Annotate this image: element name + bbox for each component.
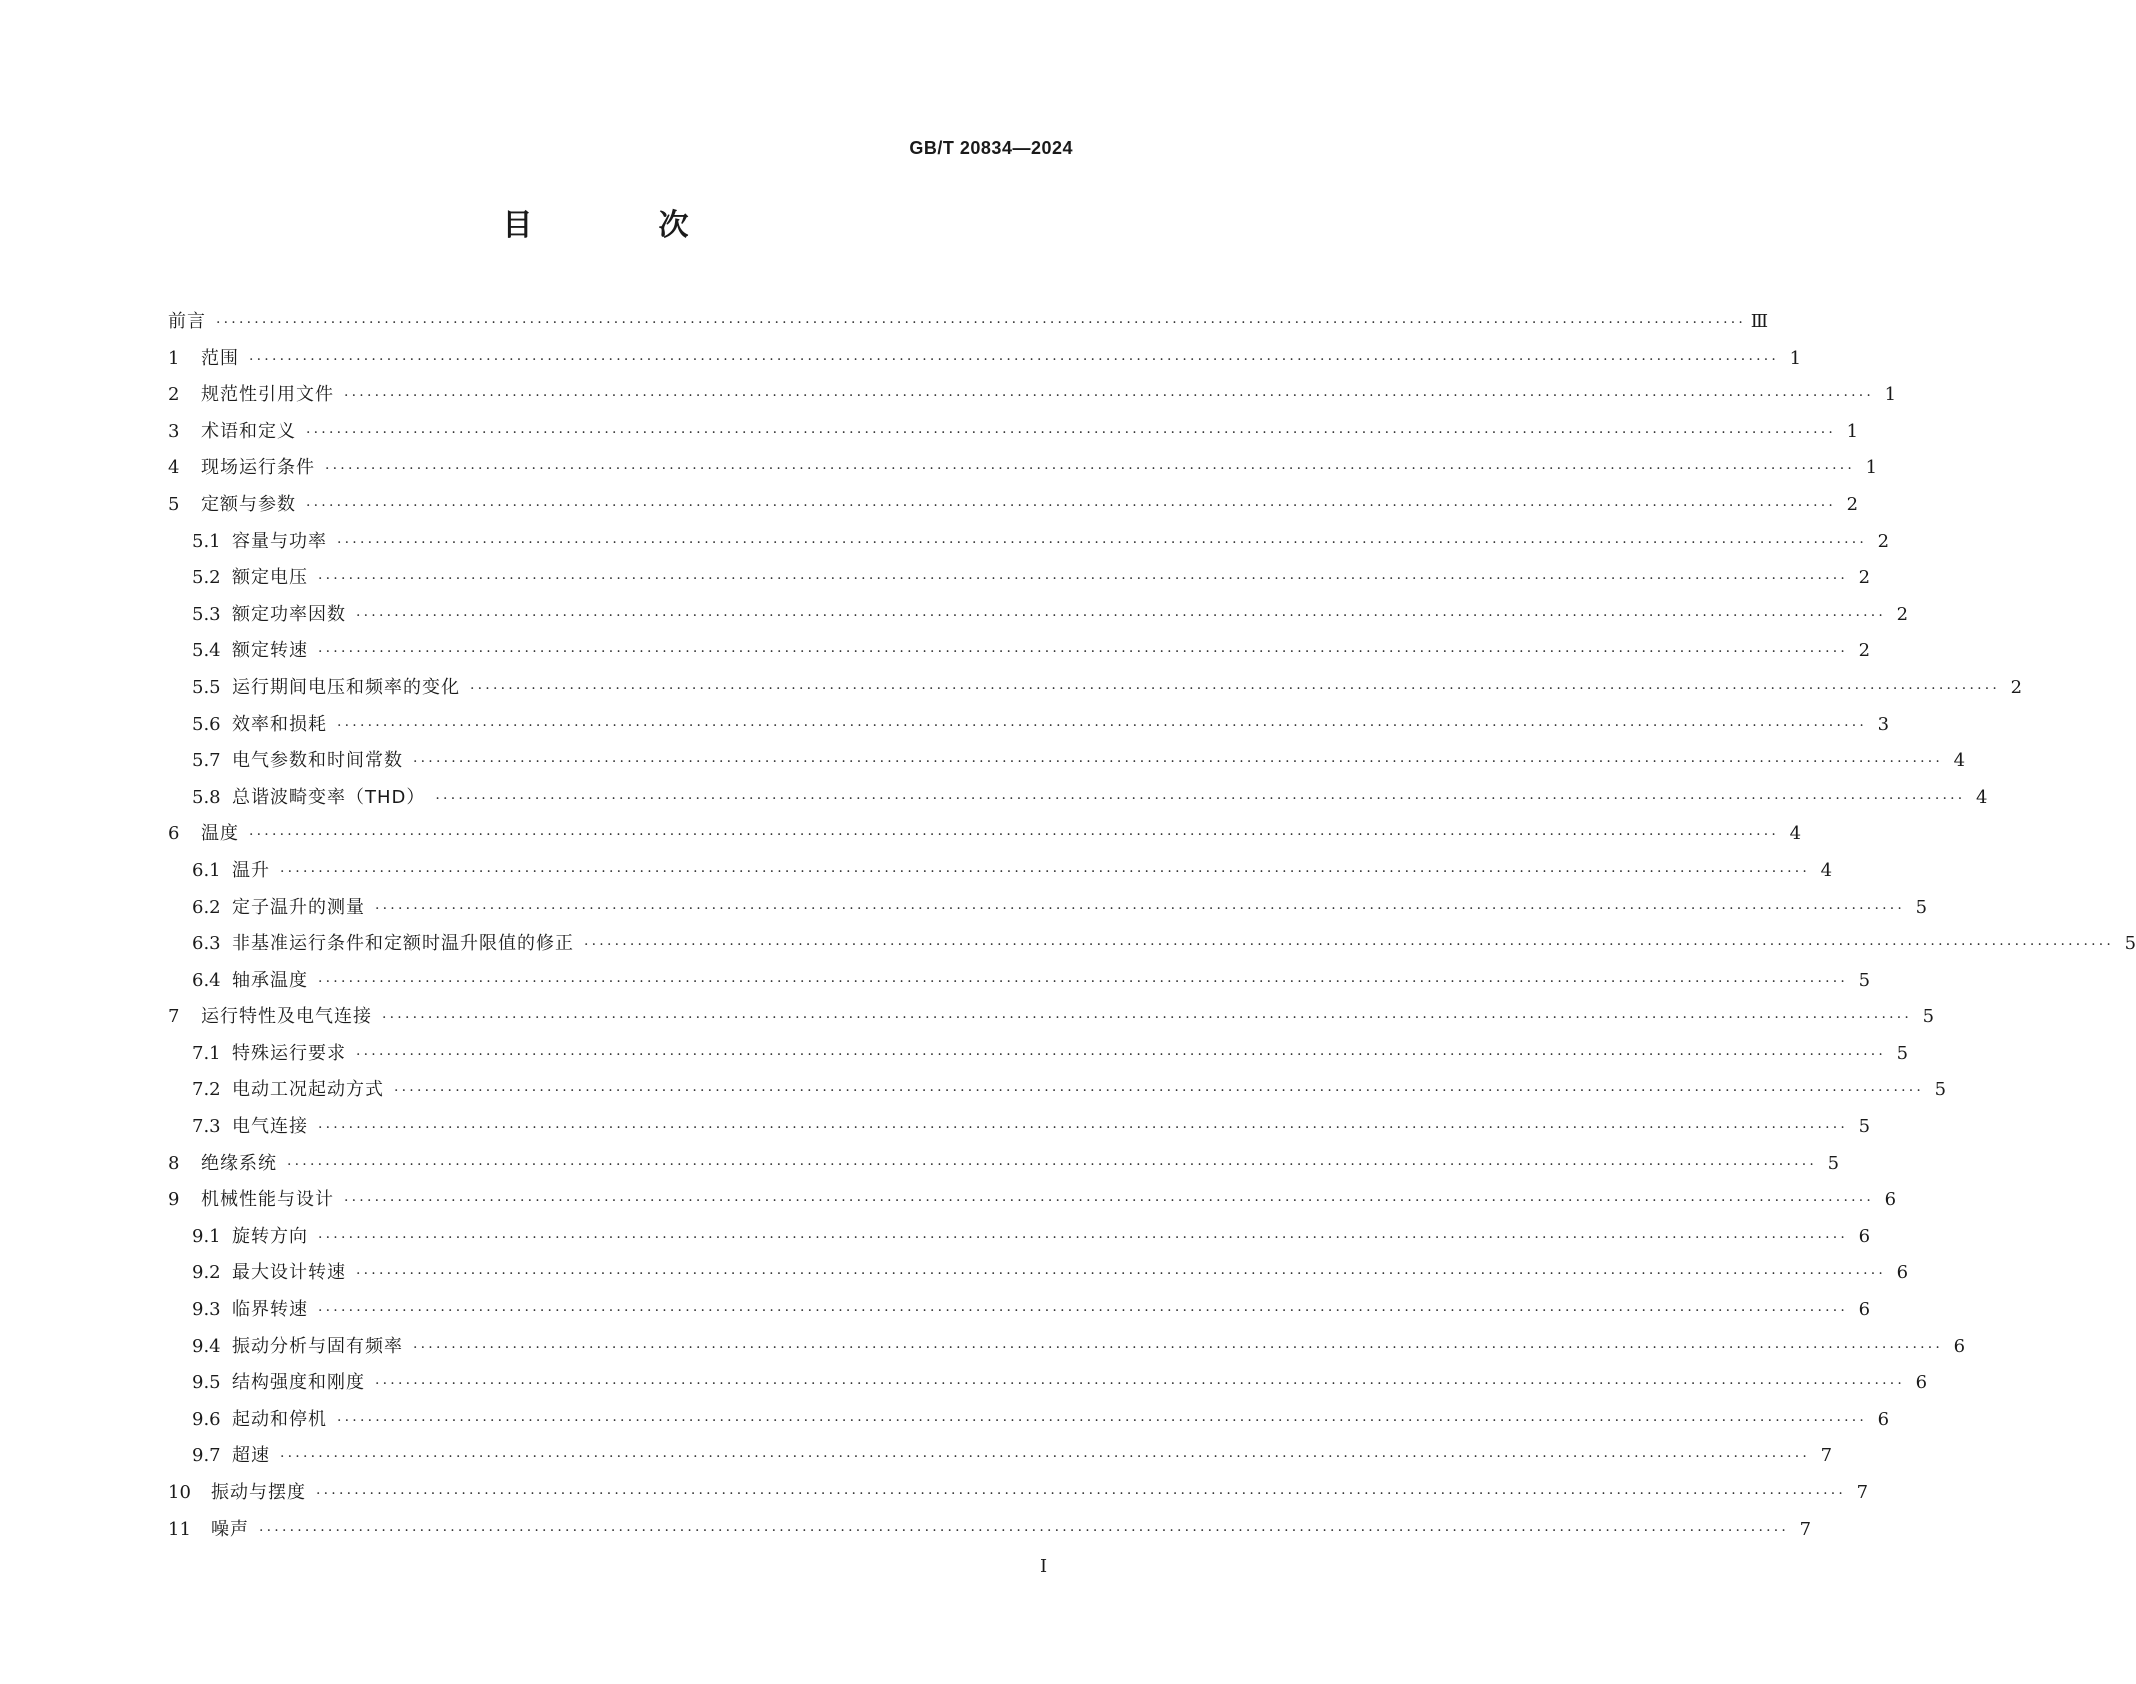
toc-entry[interactable]	[168, 487, 1859, 524]
toc-entry-number: 6.4	[192, 969, 221, 991]
toc-entry-page: 1	[1789, 347, 1802, 369]
toc-entry-label: 电气参数和时间常数	[232, 750, 403, 772]
toc-entry-number: 9.6	[192, 1408, 221, 1430]
toc-dot-leader: ········································································································································································································	[356, 1266, 1887, 1283]
toc-entry-page: 5	[1934, 1079, 1947, 1101]
toc-entry-number: 7.3	[192, 1116, 221, 1138]
toc-entry-number: 9.7	[192, 1445, 221, 1467]
toc-entry[interactable]	[168, 450, 1878, 487]
toc-dot-leader: ········································································································································································································	[356, 607, 1887, 624]
toc-entry-page: 2	[1858, 640, 1871, 662]
toc-entry-label: 定额与参数	[201, 493, 296, 515]
toc-entry[interactable]	[168, 707, 1890, 744]
toc-entry-page: 1	[1846, 420, 1859, 442]
toc-entry-number: 6	[168, 823, 180, 845]
toc-entry-number: 9.4	[192, 1335, 221, 1357]
toc-entry-page: 6	[1896, 1262, 1909, 1284]
toc-entry[interactable]	[168, 1438, 1833, 1475]
toc-entry-page: 6	[1953, 1335, 1966, 1357]
toc-entry-page: 2	[1858, 567, 1871, 589]
toc-entry-page: 5	[1858, 969, 1871, 991]
toc-entry-number: 9.1	[192, 1225, 221, 1247]
toc-entry-page: 4	[1953, 750, 1966, 772]
toc-entry-number: 11	[168, 1518, 191, 1540]
toc-entry-label: 最大设计转速	[232, 1262, 346, 1284]
toc-entry-label: 轴承温度	[232, 969, 308, 991]
toc-entry-label: 总谐波畸变率（THD）	[232, 786, 426, 808]
toc-entry-number: 10	[168, 1482, 191, 1503]
toc-dot-leader: ········································································································································································································	[280, 863, 1811, 880]
toc-entry-label: 振动分析与固有频率	[232, 1335, 403, 1357]
toc-dot-leader: ········································································································································································································	[413, 754, 1944, 771]
page-number: Ⅰ	[1040, 1556, 1048, 1577]
toc-entry[interactable]	[168, 414, 1859, 451]
toc-entry-label: 额定转速	[232, 640, 308, 662]
toc-entry[interactable]	[168, 1219, 1871, 1256]
toc-entry-label: 噪声	[211, 1518, 249, 1540]
toc-dot-leader: ········································································································································································································	[382, 1010, 1913, 1027]
toc-dot-leader: ········································································································································································································	[249, 827, 1780, 844]
toc-entry-label: 温度	[201, 823, 239, 845]
toc-entry-number: 8	[168, 1152, 180, 1174]
toc-entry[interactable]	[168, 341, 1802, 378]
toc-entry[interactable]	[168, 670, 2023, 707]
toc-entry-label: 绝缘系统	[201, 1152, 277, 1174]
toc-dot-leader: ········································································································································································································	[584, 937, 2115, 954]
toc-entry-page: 7	[1856, 1482, 1869, 1503]
toc-entry[interactable]	[168, 926, 2136, 963]
toc-entry[interactable]	[168, 597, 1909, 634]
toc-entry-number: 5.1	[192, 530, 221, 552]
toc-entry-page: 2	[1877, 530, 1890, 552]
toc-entry-label: 电气连接	[232, 1116, 308, 1138]
toc-entry-number: 5.2	[192, 567, 221, 589]
toc-entry-number: 3	[168, 420, 180, 442]
toc-entry-label: 额定功率因数	[232, 603, 346, 625]
toc-entry-number: 6.1	[192, 859, 221, 881]
toc-entry-page: 7	[1820, 1445, 1833, 1467]
toc-entry-number: 6.3	[192, 933, 221, 955]
toc-entry[interactable]	[168, 1255, 1909, 1292]
toc-entry[interactable]	[168, 1182, 1897, 1219]
toc-entry-label: 定子温升的测量	[232, 896, 365, 918]
toc-entry-page: Ⅲ	[1750, 311, 1769, 332]
toc-entry-number: 7.1	[192, 1042, 221, 1064]
toc-dot-leader: ········································································································································································································	[337, 1412, 1868, 1429]
toc-entry[interactable]	[168, 999, 1935, 1036]
toc-dot-leader: ········································································································································································································	[318, 1120, 1849, 1137]
toc-entry[interactable]	[168, 1036, 1909, 1073]
toc-entry-page: 5	[1922, 1006, 1935, 1028]
toc-entry-label: 前言	[168, 311, 206, 332]
toc-entry-label: 机械性能与设计	[201, 1189, 334, 1211]
toc-dot-leader: ········································································································································································································	[435, 790, 1966, 807]
toc-entry[interactable]	[168, 1292, 1871, 1329]
toc-entry-page: 6	[1877, 1408, 1890, 1430]
toc-dot-leader: ········································································································································································································	[413, 1339, 1944, 1356]
toc-entry-page: 4	[1820, 859, 1833, 881]
toc-entry[interactable]	[168, 524, 1890, 561]
toc-entry-number: 5.6	[192, 713, 221, 735]
toc-entry[interactable]	[168, 633, 1871, 670]
toc-entry-page: 5	[1858, 1116, 1871, 1138]
toc-entry-number: 7	[168, 1006, 180, 1028]
toc-dot-leader: ········································································································································································································	[337, 534, 1868, 551]
toc-entry-page: 5	[1896, 1042, 1909, 1064]
toc-entry-number: 1	[168, 347, 180, 369]
toc-entry[interactable]	[168, 304, 1769, 341]
toc-entry[interactable]	[168, 780, 1988, 817]
toc-dot-leader: ········································································································································································································	[318, 973, 1849, 990]
toc-entry-label: 温升	[232, 859, 270, 881]
toc-entry[interactable]	[168, 1146, 1840, 1183]
toc-dot-leader: ········································································································································································································	[375, 1376, 1906, 1393]
toc-entry-page: 2	[1846, 493, 1859, 515]
toc-dot-leader: ········································································································································································································	[318, 1229, 1849, 1246]
toc-entry-number: 9.3	[192, 1299, 221, 1321]
toc-entry-page: 6	[1858, 1225, 1871, 1247]
toc-entry-number: 5.4	[192, 640, 221, 662]
toc-entry-page: 6	[1915, 1372, 1928, 1394]
toc-dot-leader: ········································································································································································································	[216, 315, 1747, 331]
toc-dot-leader: ········································································································································································································	[337, 717, 1868, 734]
toc-dot-leader: ········································································································································································································	[375, 900, 1906, 917]
toc-entry-label: 额定电压	[232, 567, 308, 589]
toc-entry-label: 电动工况起动方式	[232, 1079, 384, 1101]
toc-entry[interactable]	[168, 816, 1802, 853]
toc-entry-number: 5.7	[192, 750, 221, 772]
toc-entry-number: 7.2	[192, 1079, 221, 1101]
toc-dot-leader: ········································································································································································································	[344, 1193, 1875, 1210]
toc-entry-label: 范围	[201, 347, 239, 369]
toc-entry[interactable]	[168, 560, 1871, 597]
toc-entry[interactable]	[168, 1072, 1947, 1109]
toc-entry-page: 2	[1896, 603, 1909, 625]
toc-entry[interactable]	[168, 1329, 1966, 1366]
toc-entry[interactable]	[168, 1475, 1869, 1512]
toc-dot-leader: ········································································································································································································	[306, 497, 1837, 514]
toc-entry[interactable]	[168, 1402, 1890, 1439]
toc-entry-label: 规范性引用文件	[201, 384, 334, 406]
toc-entry-page: 1	[1884, 384, 1897, 406]
toc-entry[interactable]	[168, 890, 1928, 927]
toc-entry-page: 7	[1799, 1518, 1812, 1540]
toc-entry-number: 9	[168, 1189, 180, 1211]
toc-entry-label: 临界转速	[232, 1299, 308, 1321]
toc-entry-number: 5.5	[192, 676, 221, 698]
toc-entry-page: 6	[1858, 1299, 1871, 1321]
toc-entry-page: 5	[1827, 1152, 1840, 1174]
toc-entry-label: 振动与摆度	[211, 1482, 306, 1503]
toc-entry-page: 4	[1975, 786, 1988, 808]
standard-code: GB/T 20834—2024	[909, 138, 1073, 158]
toc-dot-leader: ········································································································································································································	[318, 571, 1849, 588]
toc-entry[interactable]	[168, 743, 1966, 780]
toc-entry[interactable]	[168, 1365, 1928, 1402]
toc-entry-page: 4	[1789, 823, 1802, 845]
toc-entry-label: 容量与功率	[232, 530, 327, 552]
toc-dot-leader: ········································································································································································································	[318, 1303, 1849, 1320]
toc-entry-label: 非基准运行条件和定额时温升限值的修正	[232, 933, 574, 955]
toc-entry[interactable]	[168, 1109, 1871, 1146]
toc-dot-leader: ········································································································································································································	[280, 1449, 1811, 1466]
toc-entry-page: 5	[2124, 933, 2136, 955]
toc-entry-number: 5.8	[192, 786, 221, 808]
toc-entry-page: 6	[1884, 1189, 1897, 1211]
toc-dot-leader: ········································································································································································································	[318, 644, 1849, 661]
toc-dot-leader: ········································································································································································································	[344, 388, 1875, 405]
toc-entry-number: 6.2	[192, 896, 221, 918]
toc-entry-label: 效率和损耗	[232, 713, 327, 735]
toc-entry-label: 运行期间电压和频率的变化	[232, 676, 460, 698]
toc-dot-leader: ········································································································································································································	[306, 424, 1837, 441]
table-of-contents	[168, 304, 2136, 1548]
toc-entry-label: 结构强度和刚度	[232, 1372, 365, 1394]
toc-dot-leader: ········································································································································································································	[249, 351, 1780, 368]
toc-entry-number: 2	[168, 384, 180, 406]
toc-entry[interactable]	[168, 377, 1897, 414]
toc-entry-number: 5	[168, 493, 180, 515]
toc-entry-number: 4	[168, 457, 180, 479]
page-title: 目 次	[502, 208, 737, 243]
toc-entry-page: 3	[1877, 713, 1890, 735]
toc-entry-label: 超速	[232, 1445, 270, 1467]
toc-dot-leader: ········································································································································································································	[287, 1156, 1818, 1173]
toc-entry-page: 2	[2010, 676, 2023, 698]
toc-entry-label: 起动和停机	[232, 1408, 327, 1430]
toc-dot-leader: ········································································································································································································	[259, 1522, 1790, 1539]
toc-dot-leader: ········································································································································································································	[470, 680, 2001, 697]
toc-entry-label: 特殊运行要求	[232, 1042, 346, 1064]
toc-entry-label: 术语和定义	[201, 420, 296, 442]
toc-dot-leader: ········································································································································································································	[356, 1046, 1887, 1063]
toc-entry-number: 9.2	[192, 1262, 221, 1284]
toc-entry[interactable]	[168, 1512, 1812, 1549]
toc-entry-label: 现场运行条件	[201, 457, 315, 479]
toc-entry-number: 9.5	[192, 1372, 221, 1394]
toc-entry[interactable]	[168, 853, 1833, 890]
toc-dot-leader: ········································································································································································································	[316, 1486, 1847, 1502]
toc-dot-leader: ········································································································································································································	[394, 1083, 1925, 1100]
toc-entry[interactable]	[168, 963, 1871, 1000]
toc-dot-leader: ········································································································································································································	[325, 461, 1856, 478]
toc-entry-page: 5	[1915, 896, 1928, 918]
toc-entry-number: 5.3	[192, 603, 221, 625]
toc-entry-label: 运行特性及电气连接	[201, 1006, 372, 1028]
toc-entry-label: 旋转方向	[232, 1225, 308, 1247]
toc-entry-page: 1	[1865, 457, 1878, 479]
